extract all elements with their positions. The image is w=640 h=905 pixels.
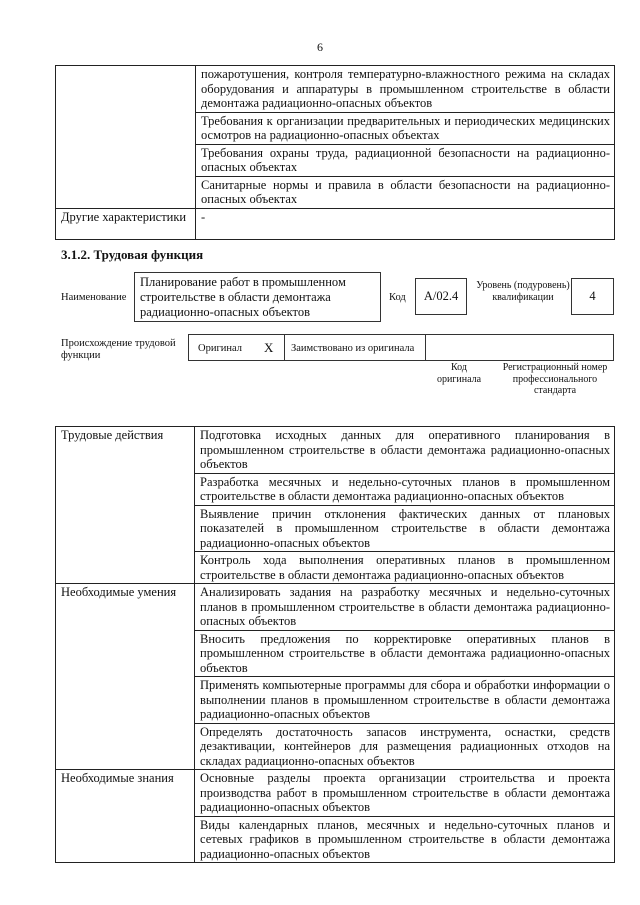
reg-number-label: Регистрационный номер профессионального стандарта [502, 362, 608, 396]
name-label: Наименование [61, 292, 127, 303]
original-mark: Х [264, 340, 274, 355]
table-cell: Определять достаточность запасов инструмента, оснастки, средств дезактивации, контейнеров для размещения радиационных отходов на складах радиационно-опасных объектов [195, 723, 615, 770]
table-cell: Разработка месячных и недельно-суточных планов в промышленном строительстве в области демонтажа радиационно-опасных объектов [195, 473, 615, 505]
table-row-label: Необходимые умения [56, 584, 195, 770]
level-label: Уровень (подуровень) квалификации [476, 280, 570, 303]
table-cell: Основные разделы проекта организации строительства и проекта производства работ в промышленном строительстве в области демонтажа радиационно-опасных объектов [195, 770, 615, 817]
table-cell: Контроль хода выполнения оперативных планов в промышленном строительстве в области демонтажа радиационно-опасных объектов [195, 552, 615, 584]
table-cell: Выявление причин отклонения фактических данных от плановых показателей в промышленном строительстве в области демонтажа радиационно-опасных объектов [195, 505, 615, 552]
section-heading: 3.1.2. Трудовая функция [61, 247, 204, 262]
table-row-label: Трудовые действия [56, 427, 195, 584]
borrowed-label: Заимствовано из оригинала [291, 343, 415, 354]
table-cell: Подготовка исходных данных для оперативного планирования в промышленном строительстве в области демонтажа радиационно-опасных объектов [195, 427, 615, 474]
table-row-label: Необходимые знания [56, 770, 195, 863]
function-name: Планирование работ в промышленном строительстве в области демонтажа радиационно-опасных объектов [140, 275, 346, 319]
requirements-table-continuation [55, 65, 615, 240]
table-cell: Применять компьютерные программы для сбора и обработки информации о выполнении планов в промышленном строительстве в области демонтажа радиационно-опасных объектов [195, 677, 615, 724]
table-cell: Требования охраны труда, радиационной безопасности на радиационно-опасных объектах [196, 144, 615, 176]
table-cell: пожаротушения, контроля температурно-влажностного режима на складах оборудования и аппаратуры в промышленном строительстве в области демонтажа радиационно-опасных объектов [196, 66, 615, 113]
table-row-label [56, 66, 196, 209]
function-code: А/02.4 [423, 289, 459, 303]
original-label: Оригинал [198, 343, 242, 354]
labor-function-table [55, 426, 615, 863]
origin-label: Происхождение трудовой функции [61, 338, 176, 361]
table-cell: Вносить предложения по корректировке оперативных планов в промышленном строительстве в области демонтажа радиационно-опасных объектов [195, 630, 615, 677]
table-cell: Анализировать задания на разработку месячных и недельно-суточных планов в промышленном строительстве в области демонтажа радиационно-опасных объектов [195, 584, 615, 631]
table-row-label: Другие характеристики [56, 208, 196, 239]
table-cell: Требования к организации предварительных и периодических медицинских осмотров на радиационно-опасных объектах [196, 112, 615, 144]
code-label: Код [389, 292, 406, 303]
page-number: 6 [317, 40, 323, 54]
table-cell: Санитарные нормы и правила в области безопасности на радиационно-опасных объектах [196, 176, 615, 208]
code-original-label: Код оригинала [436, 362, 482, 385]
table-cell: - [196, 208, 615, 239]
table-cell: Виды календарных планов, месячных и недельно-суточных планов и сетевых графиков в промышленном строительстве в области демонтажа радиационно-опасных объектов [195, 816, 615, 863]
level-value: 4 [589, 289, 596, 303]
